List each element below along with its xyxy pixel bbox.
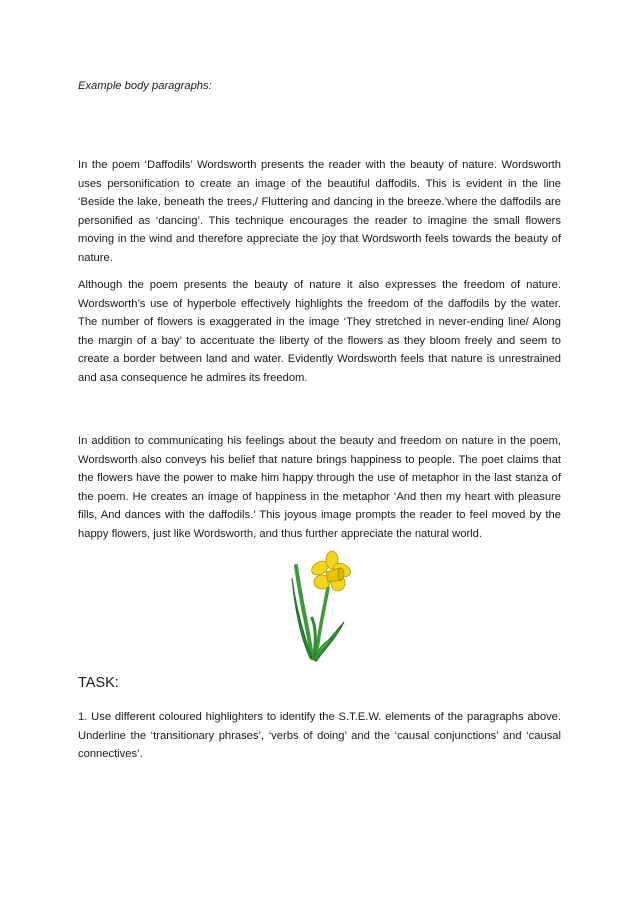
intro-label: Example body paragraphs: xyxy=(78,80,212,92)
task-instruction: 1. Use different coloured highlighters to identify the S.T.E.W. elements of the paragraphs above. Underline the ‘transitionary phrases’, ‘verbs of doing’ and the ‘causal conjunctions’ and ‘causal connectives’. xyxy=(78,711,561,761)
daffodil-icon xyxy=(282,548,352,662)
task-heading: TASK: xyxy=(78,675,119,691)
body-paragraph-3: In addition to communicating his feelings about the beauty and freedom on nature in the poem, Wordsworth also conveys his belief that nature brings happiness to people. The poet claims that the flowers have the power to make him happy through the use of metaphor in the last stanza of the poem. He creates an image of happiness in the metaphor ‘And then my heart with pleasure fills, And dances with the daffodils.’ This joyous image prompts the reader to feel moved by the happy flowers, just like Wordsworth, and thus further appreciate the natural world. xyxy=(78,435,561,540)
body-paragraph-1: In the poem ‘Daffodils’ Wordsworth presents the reader with the beauty of nature. Wordsworth uses personification to create an image of the beautiful daffodils. This is evident in the line ‘Beside the lake, beneath the trees,/ Fluttering and dancing in the breeze.’where the daffodils are personified as ‘dancing’. This technique encourages the reader to imagine the small flowers moving in the wind and therefore appreciate the joy that Wordsworth feels towards the beauty of nature. xyxy=(78,159,561,264)
body-paragraph-2: Although the poem presents the beauty of nature it also expresses the freedom of nature. Wordsworth’s use of hyperbole effectively highlights the freedom of the daffodils by the water. The number of flowers is exaggerated in the image ‘They stretched in never-ending line/ Along the margin of a bay’ to accentuate the liberty of the flowers as they bloom freely and seem to create a border between land and water. Evidently Wordsworth feels that nature is unrestrained and asa consequence he admires its freedom. xyxy=(78,279,561,384)
